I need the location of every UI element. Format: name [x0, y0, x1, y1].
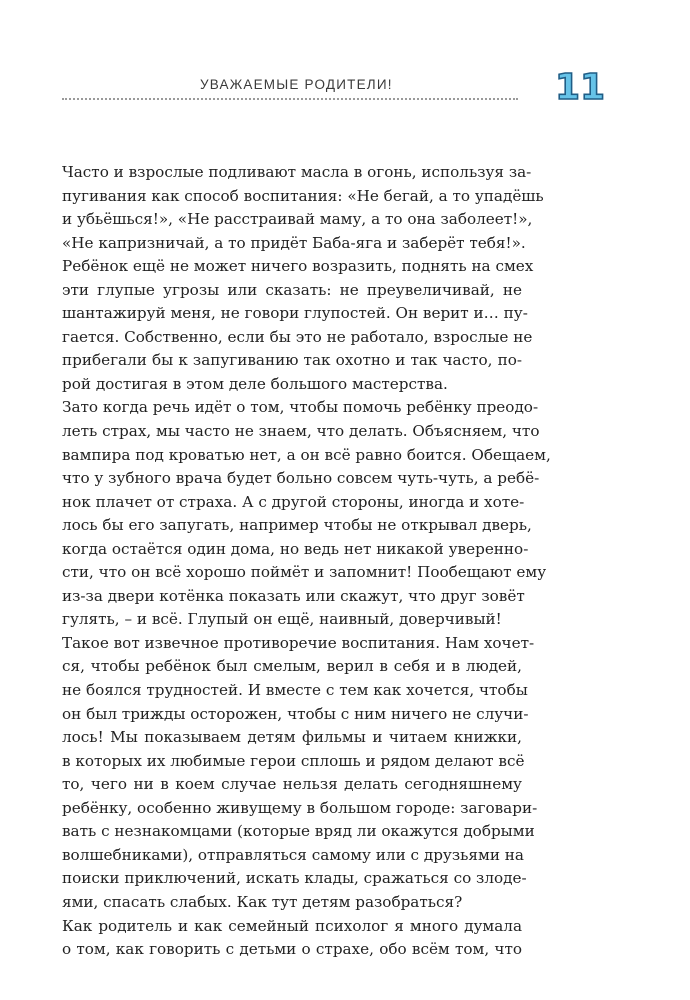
text-line: вампира под кроватью нет, а он всё равно боится. Обещаем,: [62, 445, 551, 464]
text-line: то, чего ни в коем случае нельзя делать сегодняшнему: [62, 775, 522, 794]
page-number: 11: [555, 67, 606, 108]
running-head-title: УВАЖАЕМЫЕ РОДИТЕЛИ!: [200, 77, 393, 92]
text-line: Ребёнок ещё не может ничего возразить, поднять на смех: [62, 257, 534, 276]
text-line: ся, чтобы ребёнок был смелым, верил в себя и в людей,: [62, 657, 522, 676]
text-line: волшебниками), отправляться самому или с друзьями на: [62, 845, 524, 864]
text-line: в которых их любимые герои сплошь и рядом делают всё: [62, 751, 525, 770]
text-line: что у зубного врача будет больно совсем чуть-чуть, а ребё-: [62, 469, 540, 488]
text-line: когда остаётся один дома, но ведь нет никакой уверенно-: [62, 539, 529, 558]
text-line: нок плачет от страха. А с другой стороны, иногда и хоте-: [62, 492, 525, 511]
text-line: Часто и взрослые подливают масла в огонь, используя за-: [62, 163, 532, 181]
text-line: рой достигая в этом деле большого мастерства.: [62, 374, 448, 393]
text-line: ями, спасать слабых. Как тут детям разобраться?: [62, 892, 463, 911]
text-line: лось! Мы показываем детям фильмы и читаем книжки,: [62, 728, 522, 747]
text-line: он был трижды осторожен, чтобы с ним ничего не случи-: [62, 704, 529, 723]
text-line: Такое вот извечное противоречие воспитания. Нам хочет-: [62, 633, 535, 652]
body-text: [62, 161, 551, 962]
text-line: леть страх, мы часто не знаем, что делать. Объясняем, что: [62, 422, 540, 441]
text-line: гулять, – и всё. Глупый он ещё, наивный, доверчивый!: [62, 610, 502, 629]
text-line: Зато когда речь идёт о том, чтобы помочь ребёнку преодо-: [62, 398, 539, 417]
text-line: сти, что он всё хорошо поймёт и запомнит! Пообещают ему: [62, 563, 547, 582]
text-line: пугивания как способ воспитания: «Не бегай, а то упадёшь: [62, 186, 544, 205]
text-line: не боялся трудностей. И вместе с тем как хочется, чтобы: [62, 681, 528, 700]
text-line: вать с незнакомцами (которые вряд ли окажутся добрыми: [62, 822, 535, 841]
text-line: и убьёшься!», «Не расстраивай маму, а то она заболеет!»,: [62, 210, 533, 229]
header-dotted-rule: [62, 98, 518, 100]
text-line: из-за двери котёнка показать или скажут, что друг зовёт: [62, 586, 525, 605]
text-line: о том, как говорить с детьми о страхе, обо всём том, что: [62, 940, 522, 959]
text-line: «Не капризничай, а то придёт Баба-яга и заберёт тебя!».: [62, 233, 526, 252]
text-line: шантажируй меня, не говори глупостей. Он верит и… пу-: [62, 304, 528, 323]
text-line: лось бы его запугать, например чтобы не открывал дверь,: [62, 516, 532, 535]
text-line: эти глупые угрозы или сказать: не преувеличивай, не: [62, 280, 522, 299]
text-line: прибегали бы к запугиванию так охотно и так часто, по-: [62, 351, 522, 370]
text-line: Как родитель и как семейный психолог я много думала: [62, 916, 522, 935]
text-line: ребёнку, особенно живущему в большом городе: заговари-: [62, 798, 538, 817]
text-line: поиски приключений, искать клады, сражаться со злоде-: [62, 869, 527, 888]
text-line: гается. Собственно, если бы это не работало, взрослые не: [62, 327, 533, 346]
